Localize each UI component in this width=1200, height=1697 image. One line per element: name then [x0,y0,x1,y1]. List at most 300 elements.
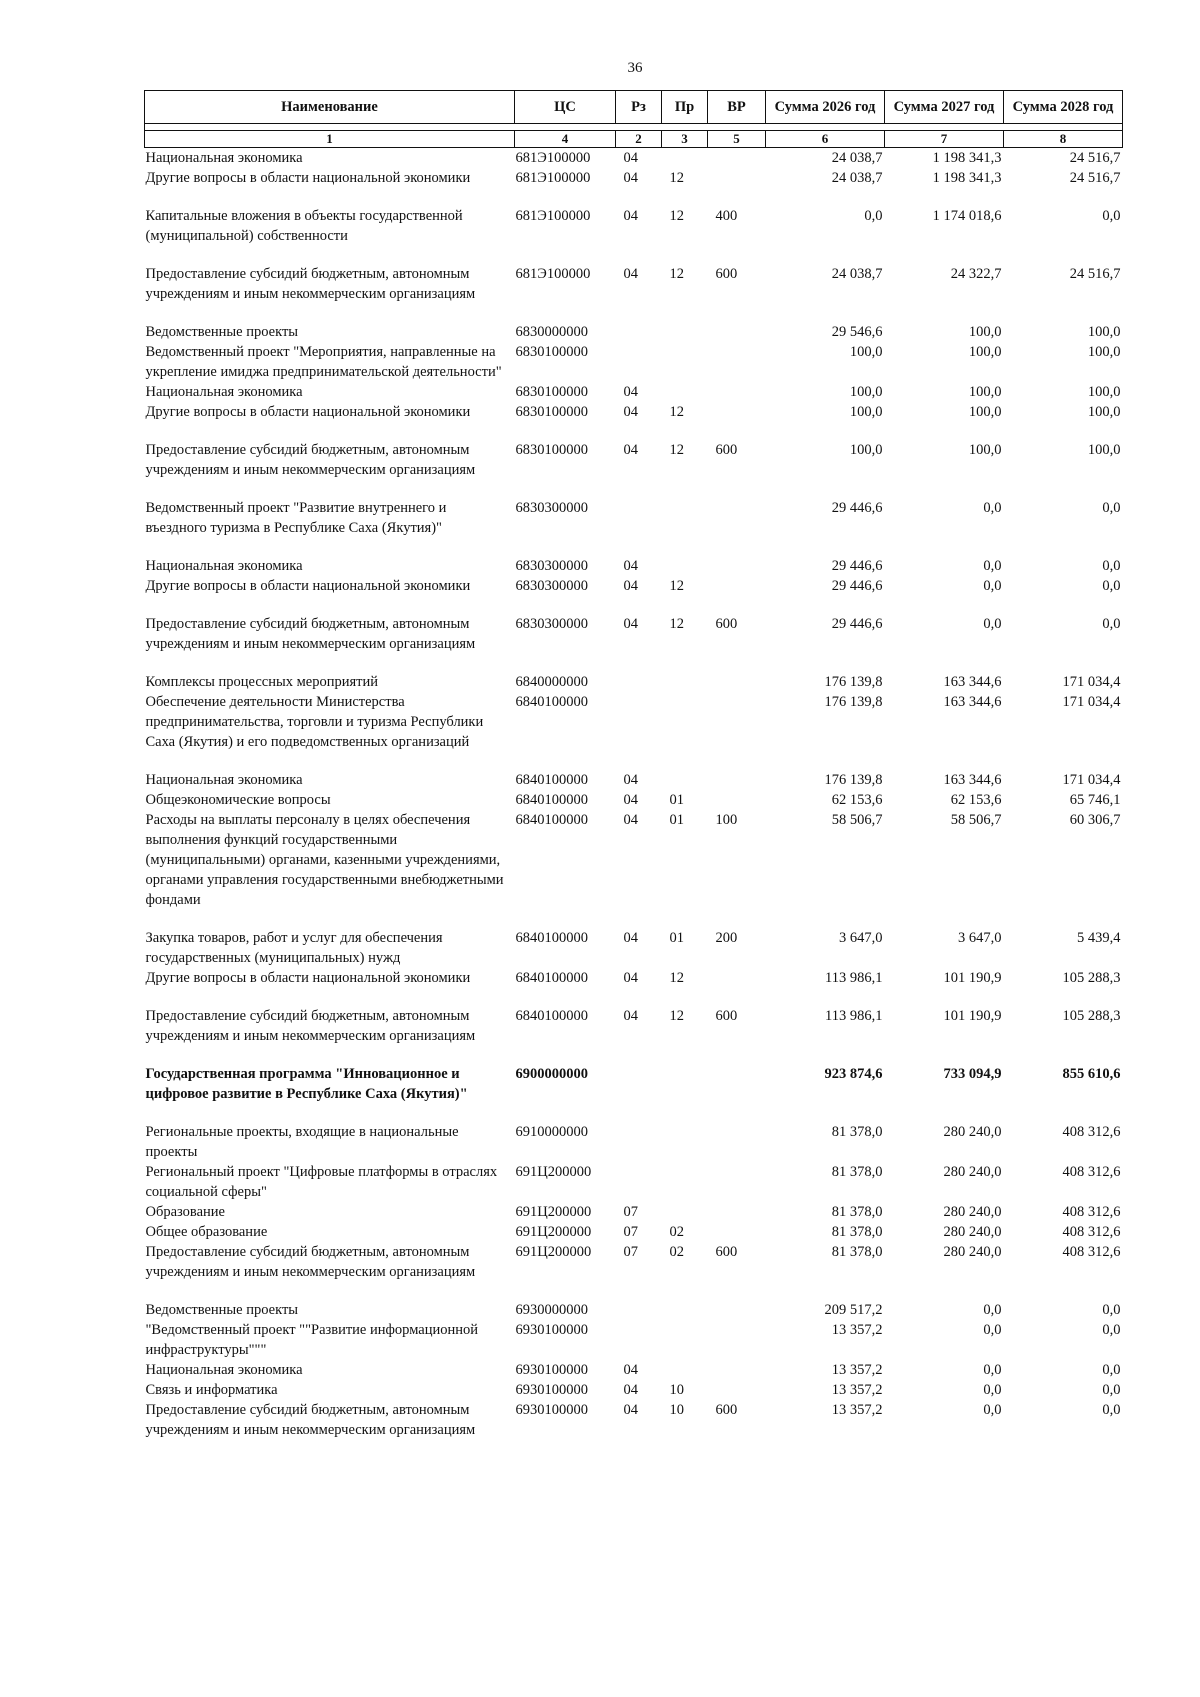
row-cs-code: 6930000000 [515,1302,588,1318]
row-sum-2026: 29 446,6 [831,578,883,594]
row-sum-2026: 100,0 [849,384,883,400]
row-sum-2026: 81 378,0 [831,1124,883,1140]
row-sum-2026: 81 378,0 [831,1204,883,1220]
row-sum-2027: 0,0 [983,1302,1002,1318]
row-vr-code [708,790,766,810]
row-name: Предоставление субсидий бюджетным, автономным учреждениям и иным некоммерческим организациям [145,1402,476,1438]
row-sum-2027: 0,0 [983,616,1002,632]
row-pr-code: 12 [669,404,684,420]
row-rz-code [616,1064,662,1122]
table-row [145,498,1123,556]
table-row [145,402,1123,440]
row-vr-code: 600 [715,616,738,632]
header-name: Наименование [145,91,515,124]
row-sum-2026: 176 139,8 [824,694,883,710]
row-rz-code [616,1300,662,1320]
header-sum-2026: Сумма 2026 год [766,91,885,124]
row-sum-2028: 0,0 [1102,616,1121,632]
row-name: Общеэкономические вопросы [145,792,331,808]
row-name: Предоставление субсидий бюджетным, автономным учреждениям и иным некоммерческим организациям [145,616,476,652]
row-cs-code: 6840100000 [515,792,588,808]
row-name: Связь и информатика [145,1382,278,1398]
row-sum-2027: 280 240,0 [943,1204,1002,1220]
column-number: 7 [885,131,1004,148]
row-cs-code: 6840100000 [515,812,588,828]
row-rz-code: 04 [623,970,638,986]
row-sum-2028: 5 439,4 [1077,930,1121,946]
row-vr-code [708,672,766,692]
table-header [145,91,1123,148]
row-sum-2028: 0,0 [1102,558,1121,574]
row-cs-code: 681Э100000 [515,150,591,166]
row-sum-2026: 81 378,0 [831,1224,883,1240]
row-sum-2026: 13 357,2 [831,1382,883,1398]
row-sum-2026: 29 446,6 [831,500,883,516]
row-sum-2026: 3 647,0 [839,930,883,946]
table-row [145,440,1123,498]
row-sum-2028: 65 746,1 [1069,792,1121,808]
row-sum-2028: 0,0 [1102,1362,1121,1378]
column-number: 8 [1004,131,1123,148]
row-cs-code: 6900000000 [515,1066,588,1082]
row-sum-2027: 3 647,0 [958,930,1002,946]
row-sum-2026: 923 874,6 [824,1066,883,1082]
row-sum-2026: 29 546,6 [831,324,883,340]
row-vr-code: 100 [715,812,738,828]
row-cs-code: 6930100000 [515,1382,588,1398]
row-pr-code: 02 [669,1244,684,1260]
row-pr-code: 12 [669,970,684,986]
row-rz-code [616,1122,662,1162]
row-vr-code [708,1320,766,1360]
row-name: Образование [145,1204,225,1220]
row-sum-2027: 163 344,6 [943,674,1002,690]
row-vr-code [708,1202,766,1222]
table-row [145,1320,1123,1360]
row-rz-code [616,1320,662,1360]
table-body [145,148,1123,1441]
table-row [145,322,1123,342]
row-pr-code: 02 [669,1224,684,1240]
row-name: Национальная экономика [145,384,303,400]
row-pr-code: 12 [669,170,684,186]
row-rz-code: 04 [623,1382,638,1398]
row-pr-code [662,1300,708,1320]
row-sum-2027: 58 506,7 [950,812,1002,828]
row-vr-code: 600 [715,1402,738,1418]
row-name: Предоставление субсидий бюджетным, автономным учреждениям и иным некоммерческим организациям [145,1244,476,1280]
row-sum-2027: 280 240,0 [943,1124,1002,1140]
row-name: Национальная экономика [145,1362,303,1378]
row-pr-code [662,1360,708,1380]
row-sum-2028: 100,0 [1087,344,1121,360]
row-sum-2027: 280 240,0 [943,1244,1002,1260]
row-sum-2026: 81 378,0 [831,1244,883,1260]
row-sum-2026: 13 357,2 [831,1402,883,1418]
row-name: Другие вопросы в области национальной экономики [145,578,471,594]
column-number: 4 [515,131,616,148]
table-row [145,614,1123,672]
table-row [145,382,1123,402]
budget-table [144,90,1123,1440]
row-sum-2026: 81 378,0 [831,1164,883,1180]
row-name: Региональный проект "Цифровые платформы в отраслях социальной сферы" [145,1164,498,1200]
row-pr-code [662,1122,708,1162]
row-sum-2026: 176 139,8 [824,772,883,788]
table-row [145,1006,1123,1064]
row-vr-code [708,576,766,614]
row-cs-code: 6830100000 [515,442,588,458]
row-sum-2028: 100,0 [1087,384,1121,400]
row-pr-code: 12 [669,442,684,458]
row-vr-code: 600 [715,1244,738,1260]
row-name: Комплексы процессных мероприятий [145,674,378,690]
row-cs-code: 6840100000 [515,930,588,946]
row-sum-2028: 24 516,7 [1069,170,1121,186]
table-row [145,692,1123,770]
row-sum-2028: 105 288,3 [1062,1008,1121,1024]
row-name: Национальная экономика [145,150,303,166]
row-sum-2027: 280 240,0 [943,1164,1002,1180]
row-name: Предоставление субсидий бюджетным, автономным учреждениям и иным некоммерческим организациям [145,442,476,478]
row-vr-code: 600 [715,266,738,282]
row-sum-2028: 171 034,4 [1062,674,1121,690]
row-rz-code [616,498,662,556]
row-pr-code [662,770,708,790]
row-vr-code: 600 [715,1008,738,1024]
table-row [145,1242,1123,1300]
row-name: Закупка товаров, работ и услуг для обеспечения государственных (муниципальных) нужд [145,930,443,966]
table-row [145,1202,1123,1222]
row-sum-2028: 855 610,6 [1062,1066,1121,1082]
row-cs-code: 681Э100000 [515,266,591,282]
row-cs-code: 6930100000 [515,1362,588,1378]
table-row [145,1300,1123,1320]
row-pr-code [662,556,708,576]
row-name: Другие вопросы в области национальной экономики [145,970,471,986]
table-row [145,1400,1123,1440]
row-sum-2028: 0,0 [1102,1302,1121,1318]
column-number: 6 [766,131,885,148]
row-cs-code: 6830300000 [515,616,588,632]
row-pr-code: 12 [669,616,684,632]
row-sum-2027: 100,0 [968,344,1002,360]
header-vr: ВР [708,91,766,124]
row-vr-code [708,498,766,556]
row-cs-code: 6930100000 [515,1402,588,1418]
row-sum-2028: 105 288,3 [1062,970,1121,986]
row-vr-code [708,168,766,206]
row-sum-2028: 408 312,6 [1062,1124,1121,1140]
table-row [145,206,1123,264]
row-sum-2027: 163 344,6 [943,694,1002,710]
row-sum-2027: 1 198 341,3 [932,150,1002,166]
row-cs-code: 6840100000 [515,1008,588,1024]
table-row [145,790,1123,810]
row-sum-2026: 0,0 [864,208,883,224]
row-sum-2027: 280 240,0 [943,1224,1002,1240]
row-pr-code: 12 [669,578,684,594]
row-sum-2027: 24 322,7 [950,266,1002,282]
row-sum-2026: 13 357,2 [831,1322,883,1338]
row-name: Ведомственные проекты [145,324,299,340]
row-cs-code: 6830000000 [515,324,588,340]
row-sum-2028: 171 034,4 [1062,694,1121,710]
column-number: 2 [616,131,662,148]
row-sum-2026: 209 517,2 [824,1302,883,1318]
header-pr: Пр [662,91,708,124]
row-pr-code [662,498,708,556]
row-pr-code [662,322,708,342]
row-rz-code: 04 [623,404,638,420]
row-name: Другие вопросы в области национальной экономики [145,404,471,420]
row-rz-code: 04 [623,578,638,594]
row-sum-2027: 1 198 341,3 [932,170,1002,186]
row-name: Общее образование [145,1224,268,1240]
row-sum-2027: 0,0 [983,1382,1002,1398]
header-cs: ЦС [515,91,616,124]
row-vr-code [708,382,766,402]
row-rz-code [616,322,662,342]
row-cs-code: 6830300000 [515,500,588,516]
row-sum-2027: 0,0 [983,578,1002,594]
row-rz-code: 04 [623,1008,638,1024]
row-name: Предоставление субсидий бюджетным, автономным учреждениям и иным некоммерческим организациям [145,1008,476,1044]
column-numbers-row [145,131,1123,148]
row-pr-code [662,672,708,692]
row-sum-2026: 29 446,6 [831,616,883,632]
row-rz-code: 04 [623,616,638,632]
row-vr-code [708,1360,766,1380]
row-pr-code: 01 [669,930,684,946]
row-sum-2028: 100,0 [1087,404,1121,420]
table-row [145,1222,1123,1242]
table-row [145,928,1123,968]
row-vr-code [708,1380,766,1400]
row-sum-2027: 1 174 018,6 [932,208,1002,224]
row-name: Национальная экономика [145,772,303,788]
row-sum-2028: 0,0 [1102,578,1121,594]
row-sum-2028: 171 034,4 [1062,772,1121,788]
row-cs-code: 6830300000 [515,578,588,594]
row-sum-2027: 733 094,9 [943,1066,1002,1082]
row-sum-2027: 100,0 [968,442,1002,458]
row-sum-2027: 100,0 [968,404,1002,420]
row-vr-code [708,1162,766,1202]
row-pr-code: 12 [669,266,684,282]
row-cs-code: 691Ц200000 [515,1244,592,1260]
row-vr-code [708,322,766,342]
row-sum-2027: 0,0 [983,1362,1002,1378]
row-name: Национальная экономика [145,558,303,574]
row-rz-code: 04 [623,170,638,186]
row-name: Обеспечение деятельности Министерства предпринимательства, торговли и туризма Республики Саха (Якутия) и его подведомственных организаций [145,694,484,750]
row-sum-2026: 100,0 [849,344,883,360]
table-row [145,1162,1123,1202]
row-sum-2026: 100,0 [849,442,883,458]
row-vr-code [708,1300,766,1320]
row-name: Другие вопросы в области национальной экономики [145,170,471,186]
table-row [145,556,1123,576]
row-rz-code: 04 [623,1402,638,1418]
row-cs-code: 691Ц200000 [515,1204,592,1220]
row-rz-code: 04 [623,208,638,224]
row-name: Расходы на выплаты персоналу в целях обеспечения выполнения функций государственными (муниципальными) органами, казенными учреждениями, органами управления государственными внебюджетными фондами [145,812,504,908]
row-pr-code [662,342,708,382]
row-rz-code: 07 [623,1224,638,1240]
table-row [145,770,1123,790]
row-vr-code [708,1222,766,1242]
row-sum-2027: 163 344,6 [943,772,1002,788]
row-sum-2028: 408 312,6 [1062,1224,1121,1240]
row-sum-2027: 0,0 [983,1402,1002,1418]
row-rz-code: 04 [623,1362,638,1378]
row-pr-code [662,692,708,770]
row-sum-2026: 13 357,2 [831,1362,883,1378]
row-sum-2028: 0,0 [1102,1402,1121,1418]
row-vr-code: 200 [715,930,738,946]
table-row [145,1122,1123,1162]
row-sum-2026: 24 038,7 [831,170,883,186]
row-rz-code [616,672,662,692]
row-pr-code: 01 [669,812,684,828]
row-sum-2026: 62 153,6 [831,792,883,808]
header-sum-2027: Сумма 2027 год [885,91,1004,124]
row-rz-code: 04 [623,266,638,282]
row-cs-code: 6840100000 [515,970,588,986]
row-cs-code: 691Ц200000 [515,1164,592,1180]
table-row [145,1064,1123,1122]
row-vr-code [708,968,766,1006]
row-vr-code [708,1122,766,1162]
row-pr-code: 12 [669,208,684,224]
table-row [145,576,1123,614]
row-pr-code [662,1202,708,1222]
row-sum-2028: 0,0 [1102,500,1121,516]
table-row [145,968,1123,1006]
row-sum-2028: 24 516,7 [1069,150,1121,166]
row-name: Ведомственные проекты [145,1302,299,1318]
row-pr-code: 12 [669,1008,684,1024]
row-sum-2028: 0,0 [1102,208,1121,224]
row-vr-code [708,770,766,790]
table-row [145,342,1123,382]
header-rz: Рз [616,91,662,124]
row-sum-2026: 58 506,7 [831,812,883,828]
row-sum-2026: 113 986,1 [825,970,883,986]
row-vr-code [708,1064,766,1122]
row-vr-code [708,342,766,382]
row-pr-code: 10 [669,1402,684,1418]
column-number: 5 [708,131,766,148]
row-sum-2027: 101 190,9 [943,970,1002,986]
row-sum-2026: 100,0 [849,404,883,420]
row-rz-code: 04 [623,442,638,458]
column-number: 1 [145,131,515,148]
header-sum-2028: Сумма 2028 год [1004,91,1123,124]
row-name: Капитальные вложения в объекты государственной (муниципальной) собственности [145,208,463,244]
table-row [145,672,1123,692]
row-name: Ведомственный проект "Развитие внутреннего и въездного туризма в Республике Саха (Якутия)" [145,500,447,536]
row-vr-code [708,692,766,770]
row-vr-code: 600 [715,442,738,458]
row-sum-2028: 100,0 [1087,324,1121,340]
table-row [145,810,1123,928]
row-cs-code: 6830100000 [515,404,588,420]
page-number: 36 [627,60,643,76]
row-cs-code: 6910000000 [515,1124,588,1140]
row-cs-code: 691Ц200000 [515,1224,592,1240]
table-row [145,1380,1123,1400]
row-rz-code: 07 [623,1244,638,1260]
table-row [145,1360,1123,1380]
row-sum-2028: 0,0 [1102,1382,1121,1398]
row-rz-code: 04 [623,930,638,946]
row-vr-code: 400 [715,208,738,224]
row-sum-2028: 0,0 [1102,1322,1121,1338]
row-vr-code [708,148,766,169]
row-name: Государственная программа "Инновационное и цифровое развитие в Республике Саха (Якутия)" [145,1066,468,1102]
row-rz-code: 04 [623,384,638,400]
row-name: Ведомственный проект "Мероприятия, направленные на укрепление имиджа предпринимательской деятельности" [145,344,502,380]
row-sum-2028: 408 312,6 [1062,1204,1121,1220]
row-rz-code [616,692,662,770]
row-pr-code: 01 [669,792,684,808]
row-cs-code: 681Э100000 [515,208,591,224]
row-name: Региональные проекты, входящие в национальные проекты [145,1124,459,1160]
row-cs-code: 6830100000 [515,344,588,360]
table-row [145,168,1123,206]
row-sum-2028: 408 312,6 [1062,1164,1121,1180]
row-rz-code: 04 [623,558,638,574]
row-rz-code: 07 [623,1204,638,1220]
table-row [145,148,1123,169]
row-rz-code [616,1162,662,1202]
row-sum-2027: 100,0 [968,384,1002,400]
row-sum-2028: 60 306,7 [1069,812,1121,828]
row-pr-code [662,1320,708,1360]
row-sum-2026: 24 038,7 [831,150,883,166]
row-rz-code: 04 [623,792,638,808]
row-sum-2028: 100,0 [1087,442,1121,458]
row-pr-code: 10 [669,1382,684,1398]
row-sum-2027: 100,0 [968,324,1002,340]
row-sum-2027: 0,0 [983,500,1002,516]
row-sum-2026: 24 038,7 [831,266,883,282]
row-name: Предоставление субсидий бюджетным, автономным учреждениям и иным некоммерческим организациям [145,266,476,302]
row-cs-code: 6840100000 [515,694,588,710]
row-rz-code [616,342,662,382]
row-cs-code: 6840000000 [515,674,588,690]
row-vr-code [708,402,766,440]
row-name: "Ведомственный проект ""Развитие информационной инфраструктуры""" [145,1322,479,1358]
row-cs-code: 6930100000 [515,1322,588,1338]
row-cs-code: 6840100000 [515,772,588,788]
row-rz-code: 04 [623,150,638,166]
row-cs-code: 6830100000 [515,384,588,400]
row-sum-2027: 0,0 [983,1322,1002,1338]
row-rz-code: 04 [623,772,638,788]
row-sum-2028: 408 312,6 [1062,1244,1121,1260]
row-sum-2028: 24 516,7 [1069,266,1121,282]
row-sum-2027: 101 190,9 [943,1008,1002,1024]
column-number: 3 [662,131,708,148]
row-rz-code: 04 [623,812,638,828]
row-cs-code: 6830300000 [515,558,588,574]
row-sum-2027: 0,0 [983,558,1002,574]
row-pr-code [662,148,708,169]
row-sum-2026: 176 139,8 [824,674,883,690]
